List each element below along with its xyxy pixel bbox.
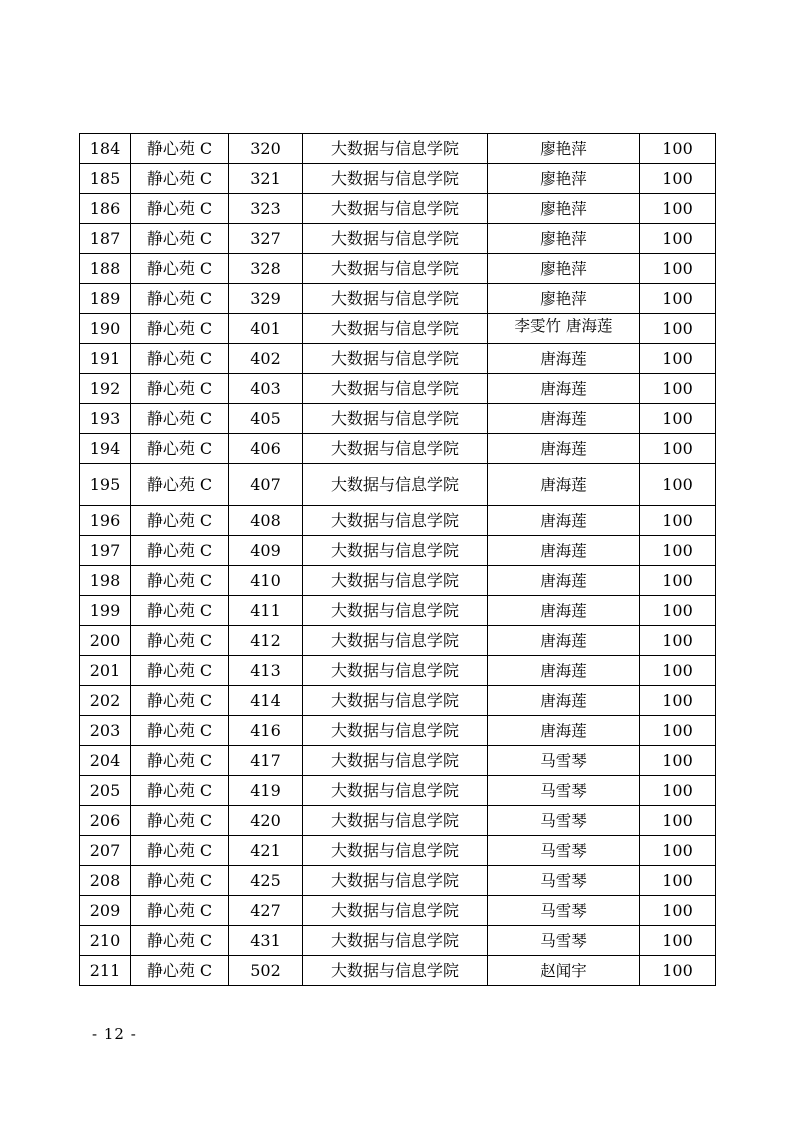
row-number-cell: 201 xyxy=(80,656,131,686)
building-cell: 静心苑 C xyxy=(131,806,229,836)
row-number-cell: 189 xyxy=(80,284,131,314)
building-cell: 静心苑 C xyxy=(131,284,229,314)
row-number-cell: 188 xyxy=(80,254,131,284)
room-number-cell: 502 xyxy=(229,956,303,986)
room-number-cell: 411 xyxy=(229,596,303,626)
score-cell: 100 xyxy=(640,836,716,866)
room-number-cell: 417 xyxy=(229,746,303,776)
table-row xyxy=(80,926,716,956)
counselor-name-cell: 马雪琴 xyxy=(488,776,640,806)
building-cell: 静心苑 C xyxy=(131,686,229,716)
room-number-cell: 328 xyxy=(229,254,303,284)
building-cell: 静心苑 C xyxy=(131,536,229,566)
college-cell: 大数据与信息学院 xyxy=(303,194,488,224)
table-row xyxy=(80,806,716,836)
table-row xyxy=(80,284,716,314)
counselor-name-cell: 唐海莲 xyxy=(488,536,640,566)
table-row xyxy=(80,254,716,284)
row-number-cell: 198 xyxy=(80,566,131,596)
row-number-cell: 197 xyxy=(80,536,131,566)
building-cell: 静心苑 C xyxy=(131,596,229,626)
score-cell: 100 xyxy=(640,314,716,344)
room-number-cell: 419 xyxy=(229,776,303,806)
room-number-cell: 431 xyxy=(229,926,303,956)
row-number-cell: 190 xyxy=(80,314,131,344)
score-cell: 100 xyxy=(640,464,716,506)
college-cell: 大数据与信息学院 xyxy=(303,224,488,254)
college-cell: 大数据与信息学院 xyxy=(303,956,488,986)
table-row xyxy=(80,866,716,896)
college-cell: 大数据与信息学院 xyxy=(303,134,488,164)
counselor-name-cell: 唐海莲 xyxy=(488,626,640,656)
room-number-cell: 403 xyxy=(229,374,303,404)
score-cell: 100 xyxy=(640,536,716,566)
table-row xyxy=(80,374,716,404)
score-cell: 100 xyxy=(640,896,716,926)
table-row xyxy=(80,836,716,866)
room-number-cell: 401 xyxy=(229,314,303,344)
table-row xyxy=(80,626,716,656)
college-cell: 大数据与信息学院 xyxy=(303,164,488,194)
score-cell: 100 xyxy=(640,596,716,626)
counselor-name-cell: 廖艳萍 xyxy=(488,284,640,314)
dormitory-score-table xyxy=(79,133,716,986)
table-row xyxy=(80,464,716,506)
counselor-name-cell: 廖艳萍 xyxy=(488,194,640,224)
table-row xyxy=(80,134,716,164)
building-cell: 静心苑 C xyxy=(131,626,229,656)
score-cell: 100 xyxy=(640,656,716,686)
college-cell: 大数据与信息学院 xyxy=(303,536,488,566)
room-number-cell: 416 xyxy=(229,716,303,746)
room-number-cell: 409 xyxy=(229,536,303,566)
score-cell: 100 xyxy=(640,926,716,956)
score-cell: 100 xyxy=(640,344,716,374)
counselor-name-cell: 马雪琴 xyxy=(488,866,640,896)
room-number-cell: 412 xyxy=(229,626,303,656)
table-row xyxy=(80,404,716,434)
counselor-name-cell: 赵闻宇 xyxy=(488,956,640,986)
row-number-cell: 208 xyxy=(80,866,131,896)
building-cell: 静心苑 C xyxy=(131,776,229,806)
building-cell: 静心苑 C xyxy=(131,164,229,194)
row-number-cell: 209 xyxy=(80,896,131,926)
counselor-name-cell: 唐海莲 xyxy=(488,506,640,536)
row-number-cell: 184 xyxy=(80,134,131,164)
building-cell: 静心苑 C xyxy=(131,434,229,464)
college-cell: 大数据与信息学院 xyxy=(303,404,488,434)
room-number-cell: 406 xyxy=(229,434,303,464)
counselor-name-cell: 马雪琴 xyxy=(488,896,640,926)
score-cell: 100 xyxy=(640,254,716,284)
row-number-cell: 202 xyxy=(80,686,131,716)
college-cell: 大数据与信息学院 xyxy=(303,566,488,596)
counselor-name-cell: 马雪琴 xyxy=(488,806,640,836)
row-number-cell: 211 xyxy=(80,956,131,986)
building-cell: 静心苑 C xyxy=(131,656,229,686)
row-number-cell: 206 xyxy=(80,806,131,836)
college-cell: 大数据与信息学院 xyxy=(303,656,488,686)
room-number-cell: 425 xyxy=(229,866,303,896)
college-cell: 大数据与信息学院 xyxy=(303,776,488,806)
counselor-name-cell: 廖艳萍 xyxy=(488,224,640,254)
score-cell: 100 xyxy=(640,776,716,806)
room-number-cell: 327 xyxy=(229,224,303,254)
counselor-name-cell: 唐海莲 xyxy=(488,344,640,374)
table-row xyxy=(80,164,716,194)
college-cell: 大数据与信息学院 xyxy=(303,746,488,776)
room-number-cell: 414 xyxy=(229,686,303,716)
row-number-cell: 191 xyxy=(80,344,131,374)
room-number-cell: 420 xyxy=(229,806,303,836)
college-cell: 大数据与信息学院 xyxy=(303,836,488,866)
score-cell: 100 xyxy=(640,164,716,194)
counselor-name-cell: 廖艳萍 xyxy=(488,134,640,164)
table-row xyxy=(80,194,716,224)
score-cell: 100 xyxy=(640,716,716,746)
row-number-cell: 186 xyxy=(80,194,131,224)
score-cell: 100 xyxy=(640,746,716,776)
row-number-cell: 207 xyxy=(80,836,131,866)
score-cell: 100 xyxy=(640,866,716,896)
building-cell: 静心苑 C xyxy=(131,254,229,284)
row-number-cell: 187 xyxy=(80,224,131,254)
counselor-name-cell: 唐海莲 xyxy=(488,656,640,686)
score-cell: 100 xyxy=(640,194,716,224)
row-number-cell: 200 xyxy=(80,626,131,656)
table-row xyxy=(80,716,716,746)
row-number-cell: 199 xyxy=(80,596,131,626)
table-row xyxy=(80,344,716,374)
row-number-cell: 196 xyxy=(80,506,131,536)
page-number: - 12 - xyxy=(92,1025,137,1043)
building-cell: 静心苑 C xyxy=(131,716,229,746)
row-number-cell: 210 xyxy=(80,926,131,956)
college-cell: 大数据与信息学院 xyxy=(303,626,488,656)
score-cell: 100 xyxy=(640,626,716,656)
score-cell: 100 xyxy=(640,284,716,314)
score-cell: 100 xyxy=(640,404,716,434)
row-number-cell: 204 xyxy=(80,746,131,776)
building-cell: 静心苑 C xyxy=(131,956,229,986)
counselor-name-cell: 唐海莲 xyxy=(488,566,640,596)
room-number-cell: 321 xyxy=(229,164,303,194)
college-cell: 大数据与信息学院 xyxy=(303,686,488,716)
counselor-name-cell: 廖艳萍 xyxy=(488,164,640,194)
counselor-name-cell: 马雪琴 xyxy=(488,926,640,956)
building-cell: 静心苑 C xyxy=(131,344,229,374)
score-cell: 100 xyxy=(640,374,716,404)
row-number-cell: 203 xyxy=(80,716,131,746)
counselor-name-cell: 唐海莲 xyxy=(488,686,640,716)
counselor-name-cell: 唐海莲 xyxy=(488,716,640,746)
college-cell: 大数据与信息学院 xyxy=(303,374,488,404)
room-number-cell: 320 xyxy=(229,134,303,164)
table-row xyxy=(80,536,716,566)
counselor-name-cell: 唐海莲 xyxy=(488,404,640,434)
college-cell: 大数据与信息学院 xyxy=(303,344,488,374)
college-cell: 大数据与信息学院 xyxy=(303,926,488,956)
counselor-name-cell: 唐海莲 xyxy=(488,374,640,404)
counselor-name-cell: 唐海莲 xyxy=(488,464,640,506)
score-cell: 100 xyxy=(640,956,716,986)
score-cell: 100 xyxy=(640,506,716,536)
college-cell: 大数据与信息学院 xyxy=(303,716,488,746)
table-row xyxy=(80,506,716,536)
building-cell: 静心苑 C xyxy=(131,224,229,254)
room-number-cell: 410 xyxy=(229,566,303,596)
table-row xyxy=(80,656,716,686)
score-cell: 100 xyxy=(640,224,716,254)
table-row xyxy=(80,224,716,254)
room-number-cell: 408 xyxy=(229,506,303,536)
counselor-name-cell: 唐海莲 xyxy=(488,596,640,626)
building-cell: 静心苑 C xyxy=(131,566,229,596)
building-cell: 静心苑 C xyxy=(131,374,229,404)
building-cell: 静心苑 C xyxy=(131,314,229,344)
table-row xyxy=(80,314,716,344)
score-cell: 100 xyxy=(640,806,716,836)
room-number-cell: 407 xyxy=(229,464,303,506)
row-number-cell: 193 xyxy=(80,404,131,434)
counselor-name-cell: 李雯竹 唐海莲 xyxy=(488,314,640,344)
building-cell: 静心苑 C xyxy=(131,464,229,506)
building-cell: 静心苑 C xyxy=(131,896,229,926)
row-number-cell: 195 xyxy=(80,464,131,506)
counselor-name-cell: 马雪琴 xyxy=(488,836,640,866)
counselor-name-cell: 唐海莲 xyxy=(488,434,640,464)
table-row xyxy=(80,566,716,596)
table-row xyxy=(80,596,716,626)
college-cell: 大数据与信息学院 xyxy=(303,284,488,314)
score-cell: 100 xyxy=(640,686,716,716)
table-row xyxy=(80,896,716,926)
table-body xyxy=(80,134,716,986)
building-cell: 静心苑 C xyxy=(131,866,229,896)
room-number-cell: 323 xyxy=(229,194,303,224)
college-cell: 大数据与信息学院 xyxy=(303,896,488,926)
table-row xyxy=(80,434,716,464)
room-number-cell: 329 xyxy=(229,284,303,314)
building-cell: 静心苑 C xyxy=(131,926,229,956)
row-number-cell: 192 xyxy=(80,374,131,404)
building-cell: 静心苑 C xyxy=(131,506,229,536)
room-number-cell: 402 xyxy=(229,344,303,374)
building-cell: 静心苑 C xyxy=(131,746,229,776)
row-number-cell: 185 xyxy=(80,164,131,194)
counselor-name-cell: 马雪琴 xyxy=(488,746,640,776)
room-number-cell: 405 xyxy=(229,404,303,434)
row-number-cell: 205 xyxy=(80,776,131,806)
building-cell: 静心苑 C xyxy=(131,836,229,866)
building-cell: 静心苑 C xyxy=(131,134,229,164)
score-cell: 100 xyxy=(640,134,716,164)
college-cell: 大数据与信息学院 xyxy=(303,506,488,536)
counselor-name-cell: 廖艳萍 xyxy=(488,254,640,284)
score-cell: 100 xyxy=(640,434,716,464)
building-cell: 静心苑 C xyxy=(131,194,229,224)
college-cell: 大数据与信息学院 xyxy=(303,596,488,626)
college-cell: 大数据与信息学院 xyxy=(303,866,488,896)
room-number-cell: 413 xyxy=(229,656,303,686)
table-row xyxy=(80,956,716,986)
room-number-cell: 421 xyxy=(229,836,303,866)
college-cell: 大数据与信息学院 xyxy=(303,434,488,464)
college-cell: 大数据与信息学院 xyxy=(303,806,488,836)
score-cell: 100 xyxy=(640,566,716,596)
row-number-cell: 194 xyxy=(80,434,131,464)
table-row xyxy=(80,746,716,776)
table-row xyxy=(80,686,716,716)
room-number-cell: 427 xyxy=(229,896,303,926)
building-cell: 静心苑 C xyxy=(131,404,229,434)
college-cell: 大数据与信息学院 xyxy=(303,464,488,506)
college-cell: 大数据与信息学院 xyxy=(303,314,488,344)
college-cell: 大数据与信息学院 xyxy=(303,254,488,284)
table-row xyxy=(80,776,716,806)
